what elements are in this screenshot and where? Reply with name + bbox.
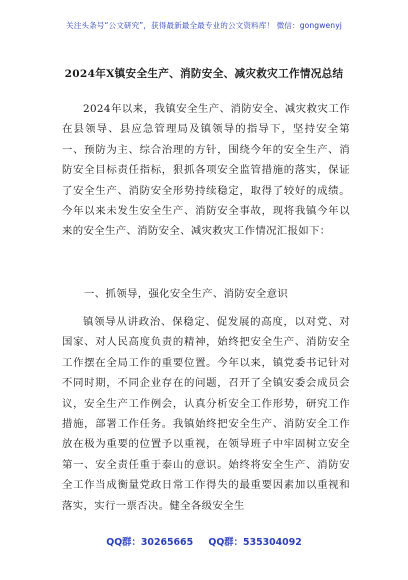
promo-banner: 关注头条号“公文研究”，获得最新最全最专业的公文资料库！ 微信：gongwenyj <box>66 21 342 30</box>
section-heading: 一、抓领导，强化安全生产、消防安全意识 <box>84 288 289 300</box>
body-paragraph-leadership: 镇领导从讲政治、保稳定、促发展的高度，以对党、对国家、对人民高度负责的精神，始终把安全生产、消防安全工作摆在全局工作的重要位置。今年以来，镇党委书记针对不同时期，不同企业存在的问题，召开了全镇安委会成员会议，安全生产工作例会，认真分析安全工作形势，研究工作措施，部署工作任务。我镇始终把安全生产、消防安全工作放在极为重要的位置予以重视，在领导班子中牢固树立安全第一、安全责任重于泰山的意识。始终将安全生产、消防安全工作当成衡量党政日常工作得失的最重要因素加以重视和落实，实行一票否决。健全各级安全生 <box>62 316 350 512</box>
body-paragraph-intro: 2024年以来，我镇安全生产、消防安全、减灾救灾工作在县领导、县应急管理局及镇领导的指导下，坚持安全第一、预防为主、综合治理的方针，围绕今年的安全生产、消防安全目标责任指标，狠抓各项安全监管措施的落实，保证了安全生产、消防安全形势持续稳定，取得了较好的成绩。今年以来未发生安全生产、消防安全事故，现将我镇今年以来的安全生产、消防安全、减灾救灾工作情况汇报如下： <box>62 103 350 238</box>
document-title: 2024年X镇安全生产、消防安全、减灾救灾工作情况总结 <box>64 68 344 80</box>
qq-group-footer: QQ群：30265665 QQ群：535304092 <box>106 537 302 548</box>
